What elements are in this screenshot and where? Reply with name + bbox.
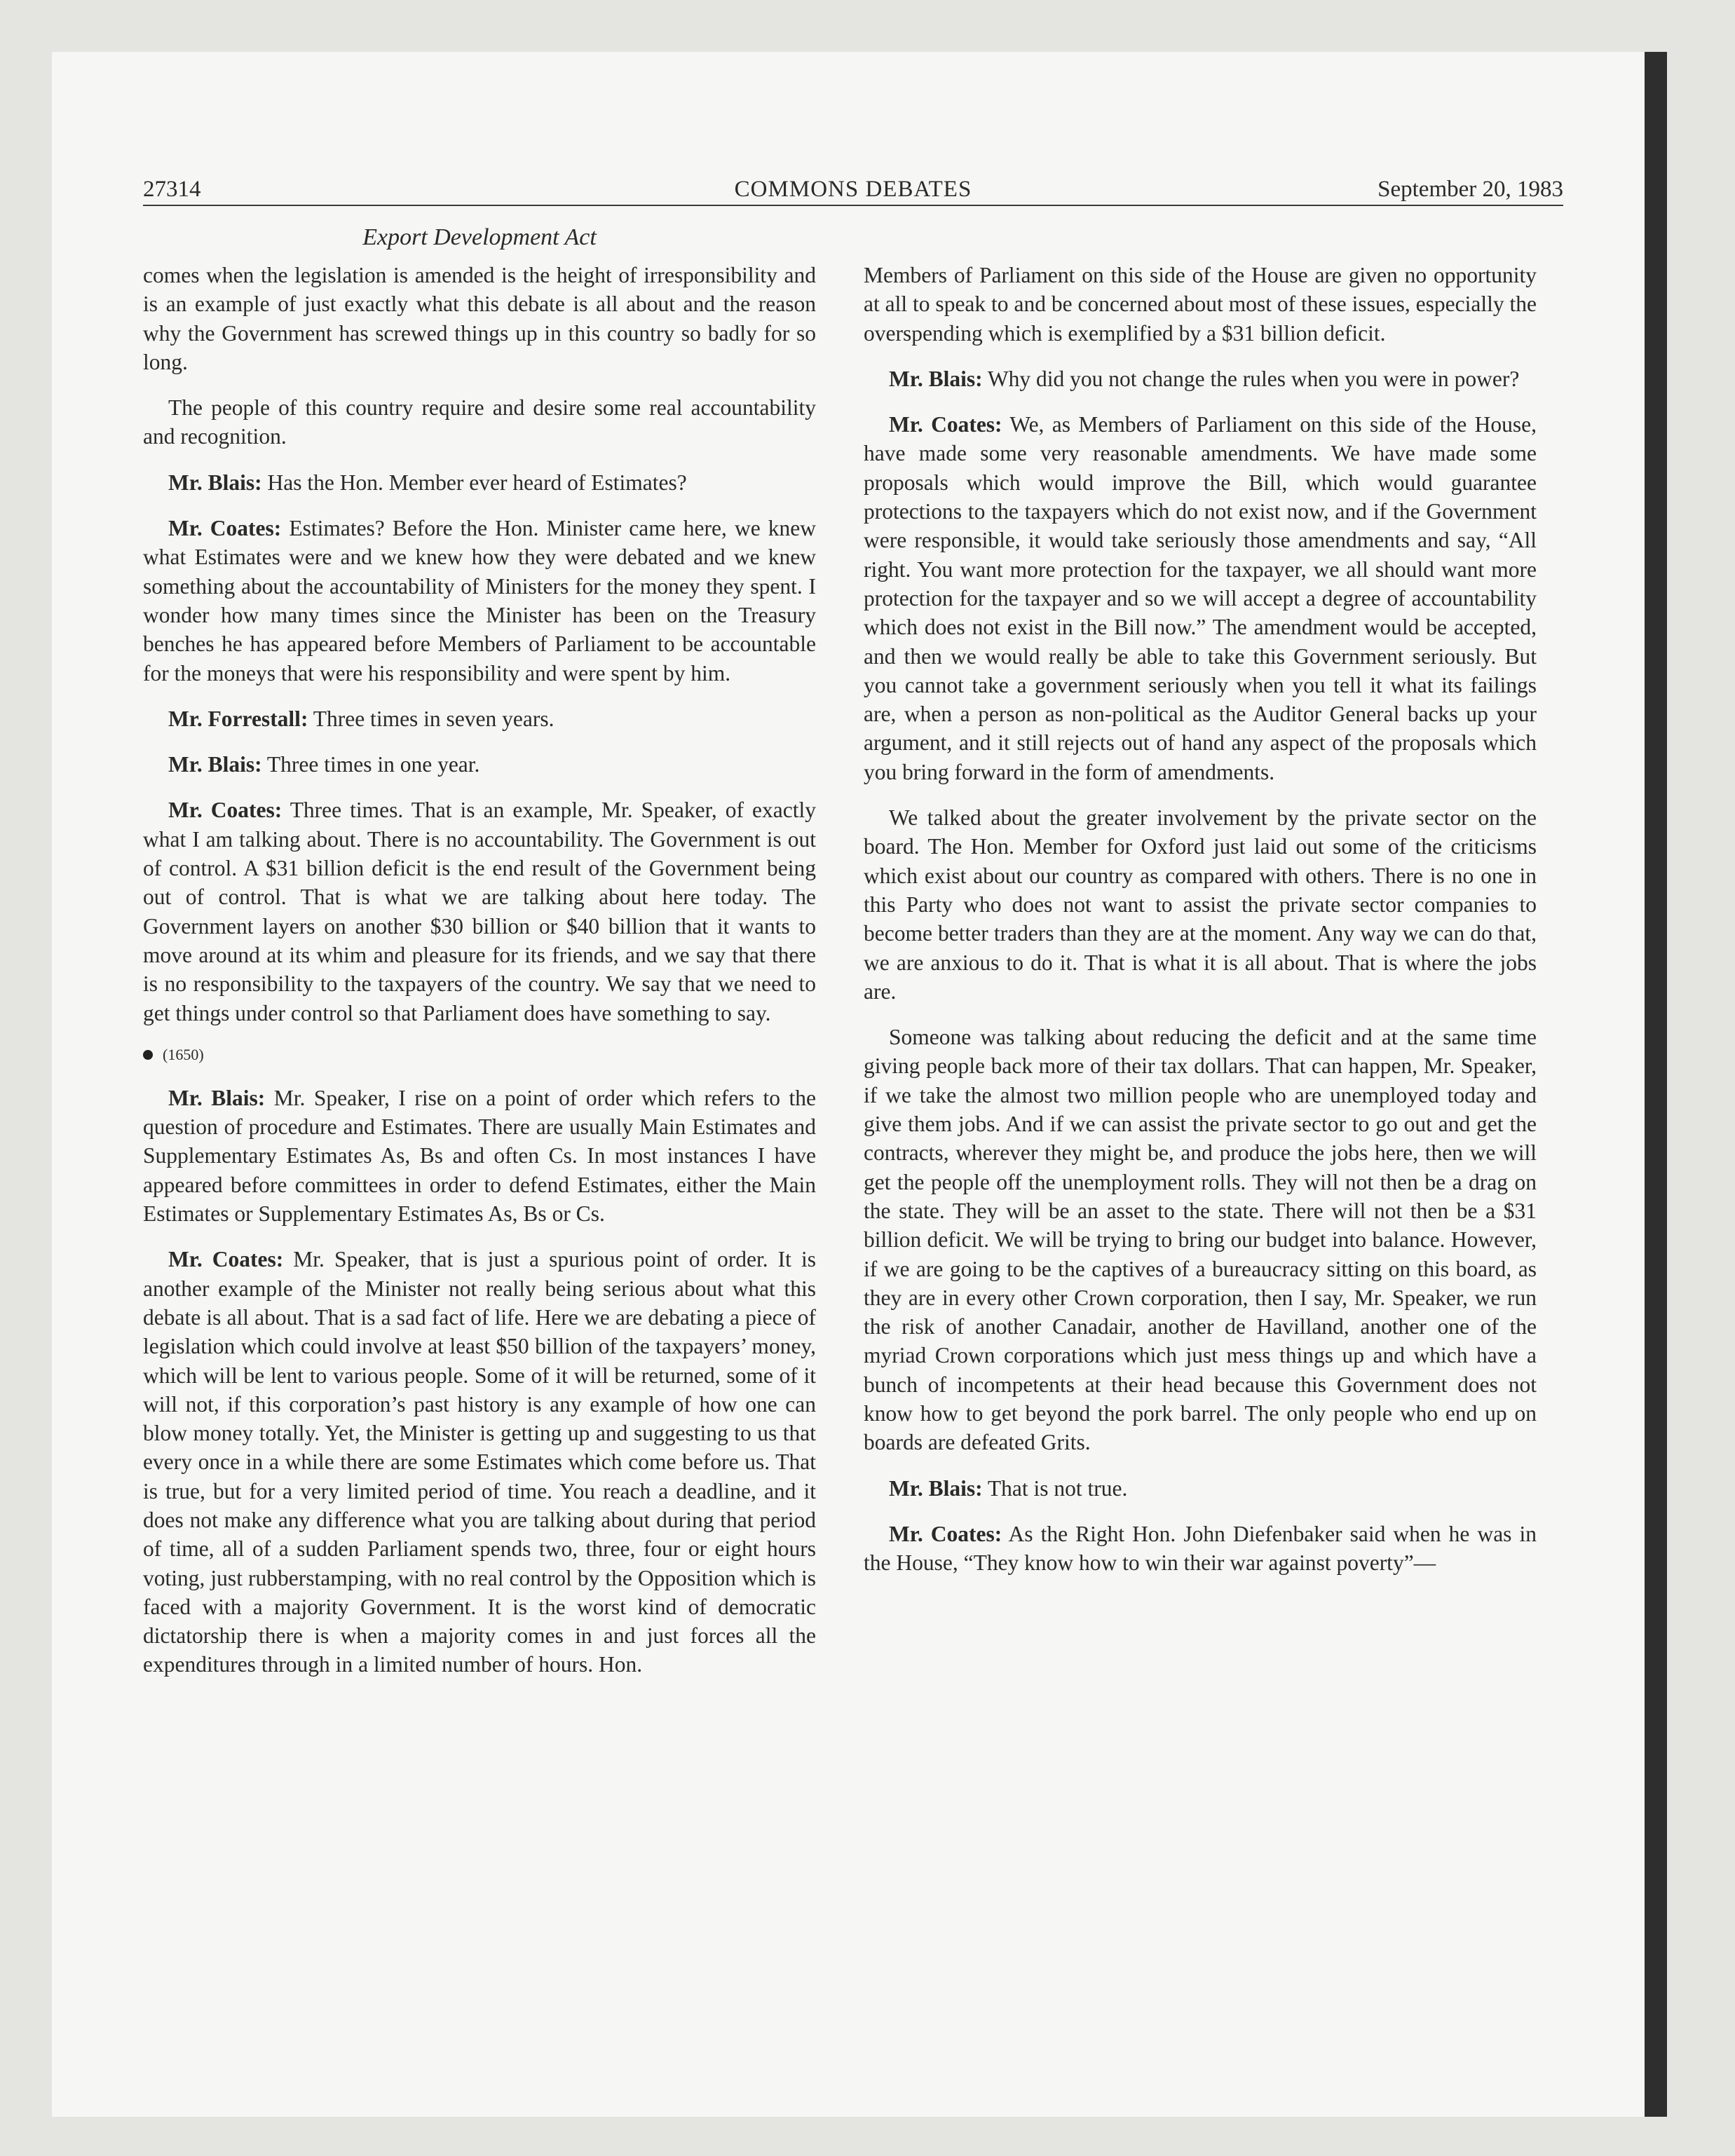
speech (864, 1474, 1537, 1503)
page-number: 27314 (143, 177, 201, 202)
speech-text: Has the Hon. Member ever heard of Estimates? (261, 470, 687, 495)
speaker-name: Mr. Coates: (889, 412, 1002, 437)
speech-text: Three times. That is an example, Mr. Speaker, of exactly what I am talking about. There is no accountability. The Government is out of control. A $31 billion deficit is the end result of the Government being out of control. That is what we are talking about here today. The Government layers on another $30 billion or $40 billion that it wants to move around at its whim and pleasure for its friends, and we say that there is no responsibility to the taxpayers of the country. We say that we need to get things under control so that Parliament does have something to say. (143, 798, 816, 1025)
speech-text: Estimates? Before the Hon. Minister came here, we knew what Estimates were and we knew how they were debated and we knew something about the accountability of Ministers for the money they spent. I wonder how many times since the Minister has been on the Treasury benches he has appeared before Members of Parliament to be accountable for the moneys that were his responsibility and were spent by him. (143, 516, 816, 685)
speech (143, 796, 816, 1027)
page-header (143, 174, 1563, 205)
speech-text: Mr. Speaker, I rise on a point of order which refers to the question of procedure and Estimates. There are usually Main Estimates and Supplementary Estimates As, Bs and often Cs. In most instances I have appeared before committees in order to defend Estimates, either the Main Estimates or Supplementary Estimates As, Bs or Cs. (143, 1085, 816, 1227)
speech-text: We, as Members of Parliament on this side of the House, have made some very reasonable amendments. We have made some proposals which would improve the Bill, which would guarantee protections to the taxpayers which do not exist now, and if the Government were responsible, it would take seriously those amendments and say, “All right. You want more protection for the taxpayer, we all should want more protection for the taxpayer and so we will accept a degree of accountability which does not exist in the Bill now.” The amendment would be accepted, and then we would really be able to take this Government seriously. But you cannot take a government seriously when you tell it what its failings are, when a person as non-political as the Auditor General backs up your argument, and it still rejects out of hand any aspect of the proposals which you bring forward in the form of amendments. (864, 412, 1537, 784)
speech (143, 1084, 816, 1228)
speech-text: Mr. Speaker, that is just a spurious point of order. It is another example of the Minister not really being serious about what this debate is all about. That is a sad fact of life. Here we are debating a piece of legislation which could involve at least $50 billion of the taxpayers’ money, which will be lent to various people. Some of it will be returned, some of it will not, if this corporation’s past history is any example of how one can blow money totally. Yet, the Minister is getting up and suggesting to us that every once in a while there are some Estimates which come before us. That is true, but for a very limited period of time. You reach a deadline, and it does not make any difference what you are talking about during that period of time, all of a sudden Parliament spends two, three, four or eight hours voting, just rubberstamping, with no real control by the Opposition which is faced with a majority Government. It is the worst kind of democratic dictatorship there is when a majority comes in and just forces all the expenditures through in a limited number of hours. Hon. (143, 1247, 816, 1677)
speaker-name: Mr. Coates: (168, 1247, 284, 1272)
paragraph: Members of Parliament on this side of the House are given no opportunity at all to speak to and be concerned about most of these issues, especially the overspending which is exemplified by a $31 billion deficit. (864, 263, 1537, 346)
speaker-name: Mr. Blais: (889, 1475, 983, 1501)
scan-edge-shadow (1645, 52, 1667, 2117)
time-marker-text: (1650) (163, 1045, 204, 1063)
right-column (864, 261, 1537, 1594)
speech (143, 1245, 816, 1679)
paragraph: Someone was talking about reducing the deficit and at the same time giving people back more of their tax dollars. That can happen, Mr. Speaker, if we take the almost two million people who are unemployed today and give them jobs. And if we can assist the private sector to go out and get the contracts, wherever they might be, and produce the jobs here, then we will get the people off the unemployment rolls. They will not then be a drag on the state. They will be an asset to the state. There will not then be a $31 billion deficit. We will be trying to bring our budget into balance. However, if we are going to be the captives of a bureaucracy sitting on this board, as they are in every other Crown corporation, then I say, Mr. Speaker, we run the risk of another Canadair, another de Havilland, another one of the myriad Crown corporations which just mess things up and which have a bunch of incompetents at their head because this Government does not know how to get beyond the pork barrel. The only people who end up on boards are defeated Grits. (864, 1025, 1537, 1455)
speech (864, 364, 1537, 393)
speech-text: As the Right Hon. John Diefenbaker said when he was in the House, “They know how to win their war against poverty”— (864, 1521, 1537, 1576)
speech (864, 1520, 1537, 1578)
speech (864, 410, 1537, 786)
speaker-name: Mr. Blais: (168, 1085, 266, 1110)
paragraph: comes when the legislation is amended is the height of irresponsibility and is an example of just exactly what this debate is all about and the reason why the Government has screwed things up in this country so badly for so long. (143, 263, 816, 374)
speaker-name: Mr. Coates: (168, 516, 282, 541)
speech (143, 468, 816, 497)
speech-text: Three times in one year. (261, 752, 480, 777)
speaker-name: Mr. Coates: (889, 1521, 1002, 1546)
speech (143, 704, 816, 733)
speech-text: Why did you not change the rules when you were in power? (982, 366, 1520, 391)
paragraph: The people of this country require and desire some real accountability and recognition. (143, 395, 816, 449)
speaker-name: Mr. Blais: (889, 366, 983, 391)
speaker-name: Mr. Forrestall: (168, 706, 308, 731)
speech (143, 750, 816, 779)
publication-date: September 20, 1983 (1377, 177, 1563, 202)
header-rule (143, 205, 1563, 206)
paragraph: We talked about the greater involvement by the private sector on the board. The Hon. Member for Oxford just laid out some of the criticisms which exist about our country as compared with others. There is no one in this Party who does not want to assist the private sector companies to become better traders than they are at the moment. Any way we can do that, we are anxious to do it. That is what it is all about. That is where the jobs are. (864, 805, 1537, 1004)
speaker-name: Mr. Blais: (168, 470, 262, 495)
time-marker (143, 1044, 816, 1065)
publication-title: COMMONS DEBATES (734, 177, 972, 202)
bullet-icon (143, 1050, 153, 1060)
speech-text: Three times in seven years. (308, 706, 554, 731)
speech (143, 514, 816, 688)
section-title: Export Development Act (362, 224, 597, 250)
speech-text: That is not true. (982, 1475, 1128, 1501)
speaker-name: Mr. Blais: (168, 752, 262, 777)
speaker-name: Mr. Coates: (168, 798, 283, 823)
left-column (143, 261, 816, 1696)
